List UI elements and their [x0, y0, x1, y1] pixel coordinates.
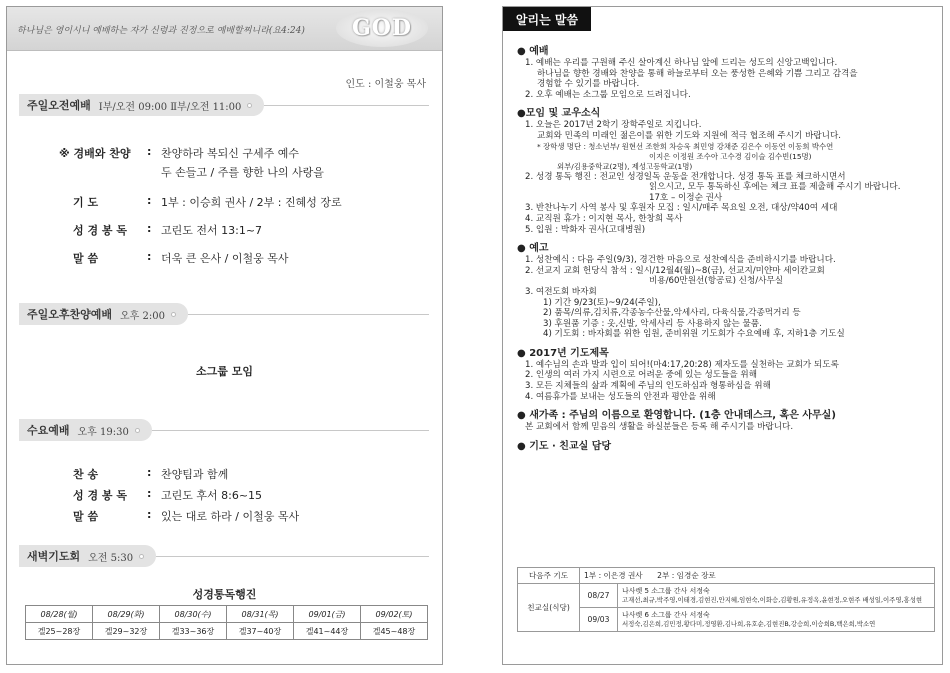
service-pill [19, 545, 156, 567]
table-row [518, 584, 935, 608]
announcement-line: 외부/김용중학교(2명), 제성고등학교(1명) [557, 161, 693, 171]
announcement-line: 비용/60만원선(항공료) 신청/사무실 [649, 276, 784, 287]
service-time: 오후 19:30 [77, 426, 129, 438]
divider [264, 105, 429, 106]
day-cell: 08/30(수) [160, 606, 227, 623]
order-item [73, 466, 228, 482]
dawn-prayer-header [19, 545, 429, 567]
announcement-line: 3) 후원품 기증 : 옷,신발, 악세사리 등 사용하지 않는 물품. [543, 318, 762, 329]
announcement-line: 2. 인생의 여러 가지 시련으로 어려운 중에 있는 성도들을 위해 [525, 370, 758, 381]
bullet-dot-icon [171, 312, 176, 317]
service-pill [19, 303, 188, 325]
date-cell: 08/27 [580, 584, 618, 608]
order-value: 있는 대로 하라 / 이철웅 목사 [161, 510, 300, 523]
date-cell: 09/03 [580, 608, 618, 632]
section-title: ● 2017년 기도제목 [517, 347, 609, 359]
section-title: ● 예배 [517, 46, 549, 57]
announcement-line: 본 교회에서 함께 믿음의 생활을 하실분들은 등록 해 주시기를 바랍니다. [525, 422, 794, 433]
divider [152, 430, 429, 431]
worship-leader: 인도 : 이철웅 목사 [345, 79, 426, 90]
order-label: 성 경 봉 독 [73, 489, 127, 502]
section-title: ● 새가족 : 주님의 이름으로 환영합니다. (1층 안내데스크, 혹은 사무실) [517, 410, 836, 422]
members-cell [618, 584, 935, 608]
announcement-line: 3. 여전도회 바자회 [525, 286, 597, 297]
announcement-line: 읽으시고, 모두 통독하신 후에는 체크 표를 제출해 주시기 바랍니다. [649, 182, 901, 193]
announcement-line: 이지은 이정원 조수아 고수경 김이슬 김수빈(15명) [649, 151, 812, 161]
prayer-label-cell: 다음주 기도 [518, 568, 580, 584]
order-colon: : [147, 508, 152, 521]
service-time: 오후 2:00 [120, 310, 165, 322]
worship-order-page [6, 6, 443, 665]
table-row [26, 606, 428, 623]
order-label: ※ 경배와 찬양 [59, 147, 131, 160]
announcement-line: 4. 여름휴가를 보내는 성도들의 안전과 평안을 위해 [525, 391, 716, 402]
order-colon: : [147, 145, 152, 158]
order-colon: : [147, 487, 152, 500]
announcement-line: * 장학생 명단 : 청소년부/ 원현선 조한희 차승욱 최민영 강채준 김은수 이동연 이동희 박수연 [537, 141, 834, 151]
reading-title: 성경통독행진 [192, 588, 257, 601]
order-colon: : [147, 194, 152, 207]
order-label: 찬 송 [73, 468, 99, 481]
announcement-line: 3. 반찬나누기 사역 봉사 및 후원자 모집 : 일시/매주 목요일 오전, 대상/약40여 세대 [525, 203, 838, 214]
announcement-line: 1. 예배는 우리를 구원해 주신 살아계신 하나님 앞에 드리는 성도의 신앙고백입니다. [525, 58, 838, 68]
order-item [73, 487, 262, 503]
bullet-dot-icon [139, 554, 144, 559]
chapter-cell: 겔41~44장 [294, 623, 361, 640]
service-pill [19, 94, 264, 116]
order-value: 고린도 전서 13:1~7 [161, 224, 263, 237]
morning-service-header [19, 94, 429, 116]
section-title: ● 기도 · 친교실 담당 [517, 440, 612, 452]
order-item [73, 194, 342, 210]
chapter-cell: 겔25~28장 [26, 623, 93, 640]
service-pill [19, 419, 152, 441]
bullet-dot-icon [135, 428, 140, 433]
section-title: ● 예고 [517, 243, 549, 255]
announcement-line: 1. 오늘은 2017년 2학기 장학주일로 지킵니다. [525, 120, 702, 131]
table-row [518, 568, 935, 584]
notice-tab-title: 알리는 말씀 [503, 7, 591, 31]
fellowship-label-cell: 친교실(식당) [518, 584, 580, 632]
announcement-line: 2. 오후 예배는 소그룹 모임으로 드려집니다. [525, 89, 691, 100]
announcement-line: 5. 입원 : 박화자 권사(고대병원) [525, 224, 646, 235]
service-name: 주일오후찬양예배 [27, 308, 113, 321]
announcement-line: 2. 선교지 교회 헌당식 참석 : 일시/12월4(월)~8(금), 선교지/미얀마 세이칸교회 [525, 265, 825, 276]
order-value-2: 두 손들고 / 주를 향한 나의 사랑을 [161, 166, 324, 179]
day-cell: 08/31(목) [227, 606, 294, 623]
order-item [73, 250, 288, 266]
order-colon: : [147, 466, 152, 479]
group-members: 고재선,최규,박주영,이태경,김현진,안지혜,임현숙,이화승,김황원,유정옥,윤현정,오현주 배성일,이주영,홍성현 [622, 596, 923, 604]
duty-table [517, 567, 935, 632]
order-value: 찬양팀과 함께 [161, 468, 229, 481]
wednesday-service-header [19, 419, 429, 441]
service-name: 새벽기도회 [27, 550, 81, 563]
order-label: 말 씀 [73, 510, 99, 523]
group-lead: 나사렛 5 소그룹 간사 서정숙 [622, 587, 710, 595]
order-item [59, 145, 324, 180]
order-label: 기 도 [73, 196, 99, 209]
order-item [73, 222, 262, 238]
divider [188, 314, 429, 315]
group-lead: 나사렛 6 소그룹 간사 서정숙 [622, 611, 710, 619]
announcement-line: 4. 교직원 휴가 : 이지현 목사, 한창희 목사 [525, 213, 683, 224]
announcement-line: 1. 예수님의 손과 발과 입이 되어!(마4:17,20:28) 제자도를 실천하는 교회가 되도록 [525, 359, 839, 370]
order-label: 성 경 봉 독 [73, 224, 127, 237]
order-value: 찬양하라 복되신 구세주 예수 [161, 147, 300, 160]
announcement-line: 2) 품목/의류,김치류,각종농수산물,악세사리, 다육식물,각종먹거리 등 [543, 308, 801, 319]
announcement-line: 3. 모든 지체들의 삶과 계획에 주님의 인도하심과 형통하심을 위해 [525, 381, 771, 392]
order-value: 1부 : 이승희 권사 / 2부 : 진혜성 장로 [161, 196, 342, 209]
service-name: 수요예배 [27, 424, 70, 437]
chapter-cell: 겔45~48장 [361, 623, 428, 640]
announcement-line: 2. 성경 통독 행진 : 전교인 성경일독 운동을 전개합니다. 성경 통독 표를 체크하시면서 [525, 171, 846, 182]
divider [156, 556, 429, 557]
header-banner [7, 7, 442, 51]
day-cell: 08/29(화) [93, 606, 160, 623]
order-values [161, 145, 324, 180]
prayer-value-cell: 1부 : 이은경 권사 2부 : 임경순 장로 [580, 568, 935, 584]
order-label: 말 씀 [73, 252, 99, 265]
announcement-line: 4) 기도회 : 바자회를 위한 임원, 준비위원 기도회가 수요예배 후, 지하1층 기도실 [543, 329, 845, 340]
god-logo-text: GOD [351, 15, 413, 41]
order-colon: : [147, 250, 152, 263]
service-time: 오전 5:30 [88, 552, 134, 564]
announcement-line: 17호 – 이정순 권사 [649, 192, 723, 203]
order-value: 더욱 큰 은사 / 이철웅 목사 [161, 252, 289, 265]
reading-schedule-table [25, 605, 428, 640]
service-time: Ⅰ부/오전 09:00 Ⅱ부/오전 11:00 [98, 101, 242, 113]
bullet-dot-icon [247, 103, 252, 108]
announcement-line: 경험할 수 있기를 바랍니다. [537, 79, 640, 90]
announcement-line: 1. 성찬예식 : 다음 주일(9/3), 경건한 마음으로 성찬예식을 준비하시기를 바랍니다. [525, 255, 836, 266]
members-cell [618, 608, 935, 632]
day-cell: 08/28(월) [26, 606, 93, 623]
announcement-line: 하나님을 향한 경배와 찬양을 통해 하늘로부터 오는 풍성한 은혜와 기쁨 그리고 감격을 [537, 68, 858, 79]
table-row [518, 608, 935, 632]
service-name: 주일오전예배 [27, 99, 91, 112]
announcement-line: 교회와 민족의 미래인 젊은이를 위한 기도와 지원에 적극 협조해 주시기 바랍니다. [537, 130, 842, 141]
order-colon: : [147, 222, 152, 235]
announcements-page [502, 6, 943, 665]
chapter-cell: 겔37~40장 [227, 623, 294, 640]
day-cell: 09/01(금) [294, 606, 361, 623]
afternoon-content: 소그룹 모임 [196, 365, 253, 378]
order-item [73, 508, 299, 524]
section-title: ●모임 및 교우소식 [517, 108, 601, 120]
announcement-list [517, 45, 937, 453]
chapter-cell: 겔29~32장 [93, 623, 160, 640]
group-members: 서정숙,김은희,김민정,황다미,정영환,김나희,유호순,김현진B,강승희,이승희B,백은희,박소연 [622, 620, 876, 628]
banner-verse: 하나님은 영이시니 예배하는 자가 신령과 진정으로 예배할찌니라(요4:24) [17, 26, 305, 36]
table-row [26, 623, 428, 640]
order-value: 고린도 후서 8:6~15 [161, 489, 263, 502]
announcement-line: 1) 기간 9/23(토)~9/24(주일), [543, 297, 661, 308]
god-logo [336, 9, 428, 47]
afternoon-service-header [19, 303, 429, 325]
day-cell: 09/02(토) [361, 606, 428, 623]
chapter-cell: 겔33~36장 [160, 623, 227, 640]
